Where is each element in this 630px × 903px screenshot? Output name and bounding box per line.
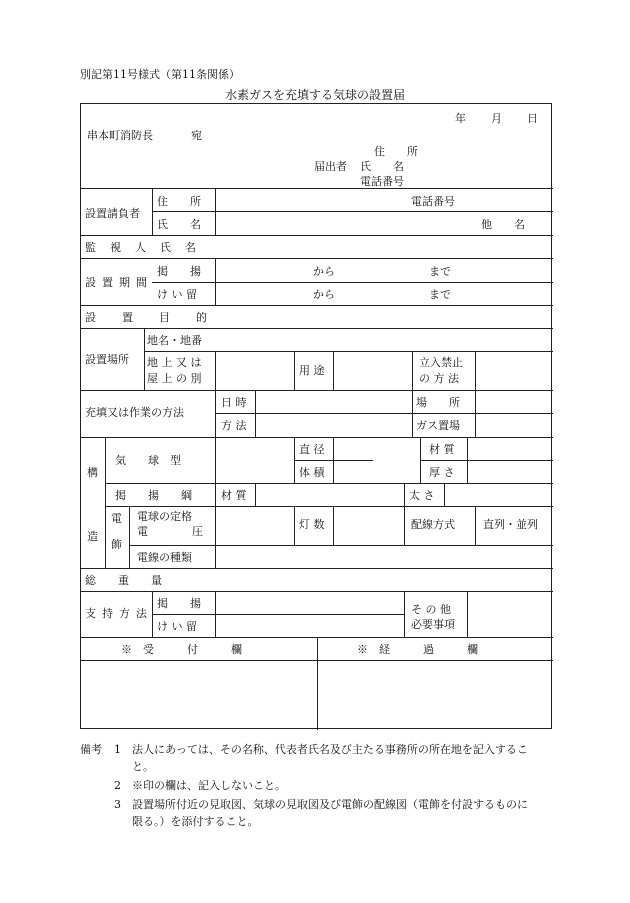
form-number: 別記第11号様式（第11条関係） bbox=[80, 68, 240, 81]
note-3-number: 3 bbox=[114, 798, 121, 811]
note-3-text: 設置場所付近の見取図、気球の見取図及び電飾の配線図（電飾を付設するものに bbox=[132, 798, 528, 811]
period-stay-label: け い 留 bbox=[157, 288, 197, 301]
contractor-phone-label: 電話番号 bbox=[411, 195, 455, 208]
period-to-2: まで bbox=[429, 288, 451, 301]
date-month-label: 月 bbox=[491, 112, 502, 125]
applicant-name-label: 氏 名 bbox=[360, 160, 404, 173]
total-weight-label: 総 重 量 bbox=[85, 574, 162, 587]
decoration-label-1: 電 bbox=[111, 512, 122, 525]
no-entry-label-2: の 方 法 bbox=[419, 372, 459, 385]
filling-method-label: 充填又は作業の方法 bbox=[85, 406, 184, 419]
bulb-rating-label-2: 電 圧 bbox=[137, 525, 203, 538]
honorific: 宛 bbox=[191, 129, 202, 142]
place-lot-label: 地名・地番 bbox=[147, 334, 202, 347]
period-raise-label: 掲 揚 bbox=[157, 265, 201, 278]
support-stay-label: け い 留 bbox=[157, 620, 197, 633]
thickness-label: 厚 さ bbox=[429, 466, 455, 479]
note-1-number: 1 bbox=[114, 743, 121, 756]
note-2-number: 2 bbox=[114, 779, 121, 792]
wiring-method-value: 直列・並列 bbox=[483, 518, 538, 531]
contractor-others-label: 他 名 bbox=[481, 218, 525, 231]
decoration-label-2: 飾 bbox=[111, 538, 122, 551]
banner-rope-label: 掲 揚 綱 bbox=[115, 489, 192, 502]
date-year-label: 年 bbox=[455, 112, 466, 125]
contractor-name-label: 氏 名 bbox=[157, 218, 201, 231]
period-from-2: から bbox=[313, 288, 335, 301]
diameter-label: 直 径 bbox=[299, 443, 325, 456]
applicant-address-label: 住 所 bbox=[374, 145, 418, 158]
watcher-label: 監視人氏名 bbox=[85, 241, 210, 254]
structure-label-2: 造 bbox=[87, 530, 98, 543]
form-title: 水素ガスを充填する気球の設置届 bbox=[224, 88, 405, 102]
period-from-1: から bbox=[313, 265, 335, 278]
progress-label: ※ 経 過 欄 bbox=[357, 643, 478, 656]
wire-type-label: 電線の種類 bbox=[137, 551, 192, 564]
banner-material-label: 材 質 bbox=[221, 489, 247, 502]
contractor-address-label: 住 所 bbox=[157, 195, 201, 208]
wiring-method-label: 配線方式 bbox=[411, 518, 455, 531]
place2-label: 場 所 bbox=[416, 396, 460, 409]
applicant-phone-label: 電話番号 bbox=[360, 175, 404, 188]
support-method-label: 支持方法 bbox=[85, 607, 153, 620]
application-form bbox=[80, 103, 552, 729]
notes-label: 備考 bbox=[80, 743, 102, 756]
applicant-label: 届出者 bbox=[314, 160, 347, 173]
note-1-text: 法人にあっては、その名称、代表者氏名及び主たる事務所の所在地を記入するこ bbox=[132, 743, 528, 756]
addressee-name: 串本町消防長 bbox=[87, 129, 153, 142]
date-day-label: 日 bbox=[527, 112, 538, 125]
lamp-count-label: 灯 数 bbox=[299, 518, 325, 531]
use-label: 用 途 bbox=[299, 364, 325, 377]
volume-label: 体 積 bbox=[299, 466, 325, 479]
method-label: 方 法 bbox=[221, 419, 247, 432]
place-label: 設置場所 bbox=[85, 353, 129, 366]
support-raise-label: 掲 揚 bbox=[157, 597, 201, 610]
other-label-1: そ の 他 bbox=[411, 603, 451, 616]
place-ground-label-1: 地 上 又 は bbox=[147, 356, 202, 369]
note-1-text-cont: と。 bbox=[132, 760, 154, 773]
reception-label: ※ 受 付 欄 bbox=[121, 643, 242, 656]
other-label-2: 必要事項 bbox=[411, 618, 455, 631]
structure-label-1: 構 bbox=[87, 466, 98, 479]
note-3-text-cont: 限る。）を添付すること。 bbox=[132, 815, 259, 828]
no-entry-label-1: 立入禁止 bbox=[419, 356, 463, 369]
gas-storage-label: ガス置場 bbox=[416, 419, 460, 432]
balloon-type-label: 気 球 型 bbox=[115, 454, 181, 467]
place-ground-label-2: 屋 上 の 別 bbox=[147, 372, 202, 385]
bulb-rating-label-1: 電球の定格 bbox=[137, 510, 192, 523]
contractor-label: 設置請負者 bbox=[85, 207, 140, 220]
period-label: 設置期間 bbox=[85, 276, 153, 289]
purpose-label: 設置目的 bbox=[85, 311, 233, 324]
material-label: 材 質 bbox=[429, 443, 455, 456]
note-2-text: ※印の欄は、記入しないこと。 bbox=[132, 779, 286, 792]
datetime-label: 日 時 bbox=[221, 396, 247, 409]
period-to-1: まで bbox=[429, 265, 451, 278]
banner-thickness-label: 太 さ bbox=[409, 489, 435, 502]
